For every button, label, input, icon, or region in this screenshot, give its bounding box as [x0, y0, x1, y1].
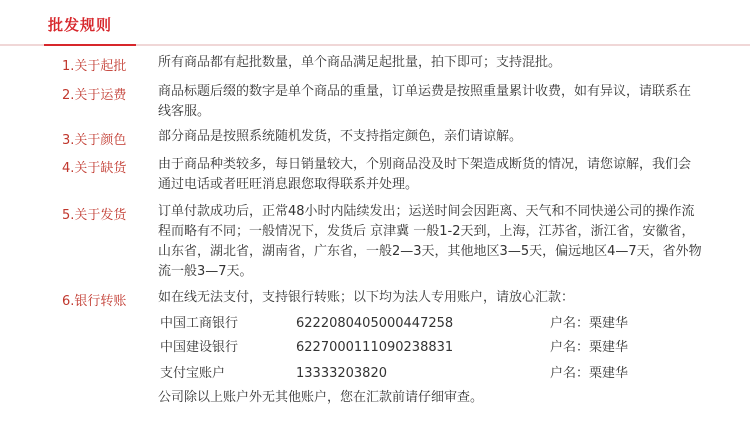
account-owner: 户名：栗建华 [550, 316, 629, 331]
rule-label: 2.关于运费 [62, 88, 127, 103]
rule-label: 5.关于发货 [62, 208, 127, 223]
rule-text: 商品标题后缀的数字是单个商品的重量，订单运费是按照重量累计收费，如有异议，请联系在线客服。 [158, 84, 692, 119]
bank-account-row [160, 338, 720, 358]
bank-name: 中国建设银行 [160, 340, 239, 355]
rule-text: 如在线无法支付，支持银行转账；以下均为法人专用账户，请放心汇款： [158, 290, 575, 305]
bank-account-number: 6227000111090238831 [296, 340, 454, 355]
bank-account-number: 6222080405000447258 [296, 316, 454, 331]
rule-text: 部分商品是按照系统随机发货，不支持指定颜色，亲们请谅解。 [158, 129, 523, 144]
section-header [0, 0, 750, 50]
title-underline [44, 44, 136, 46]
bank-name: 中国工商银行 [160, 316, 239, 331]
bank-account-row [160, 314, 720, 334]
account-owner: 户名：栗建华 [550, 340, 629, 355]
rule-label: 1.关于起批 [62, 59, 127, 74]
rule-text: 订单付款成功后，正常48小时内陆续发出；运送时间会因距离、天气和不同快递公司的操作流程而略有不同；一般情况下，发货后 京津冀 一般1-2天到，上海，江苏省，浙江省，安徽省，山东省，湖北省，湖南省，广东省，一般2—3天，其他地区3—5天，偏远地区4—7天，省外物流一般3—7天。 [158, 204, 702, 279]
page-title: 批发规则 [48, 16, 113, 34]
footer-note: 公司除以上账户外无其他账户，您在汇款前请仔细审查。 [158, 390, 484, 405]
bank-name: 支付宝账户 [160, 366, 226, 381]
rule-label: 3.关于颜色 [62, 133, 127, 148]
bank-account-row [160, 364, 720, 384]
rule-label: 4.关于缺货 [62, 161, 127, 176]
account-owner: 户名：栗建华 [550, 366, 629, 381]
rule-text: 由于商品种类较多，每日销量较大，个别商品没及时下架造成断货的情况，请您谅解，我们会通过电话或者旺旺消息跟您取得联系并处理。 [158, 157, 692, 192]
bank-account-number: 13333203820 [296, 366, 387, 381]
rule-text: 所有商品都有起批数量，单个商品满足起批量，拍下即可；支持混批。 [158, 55, 562, 70]
rule-label: 6.银行转账 [62, 294, 127, 309]
